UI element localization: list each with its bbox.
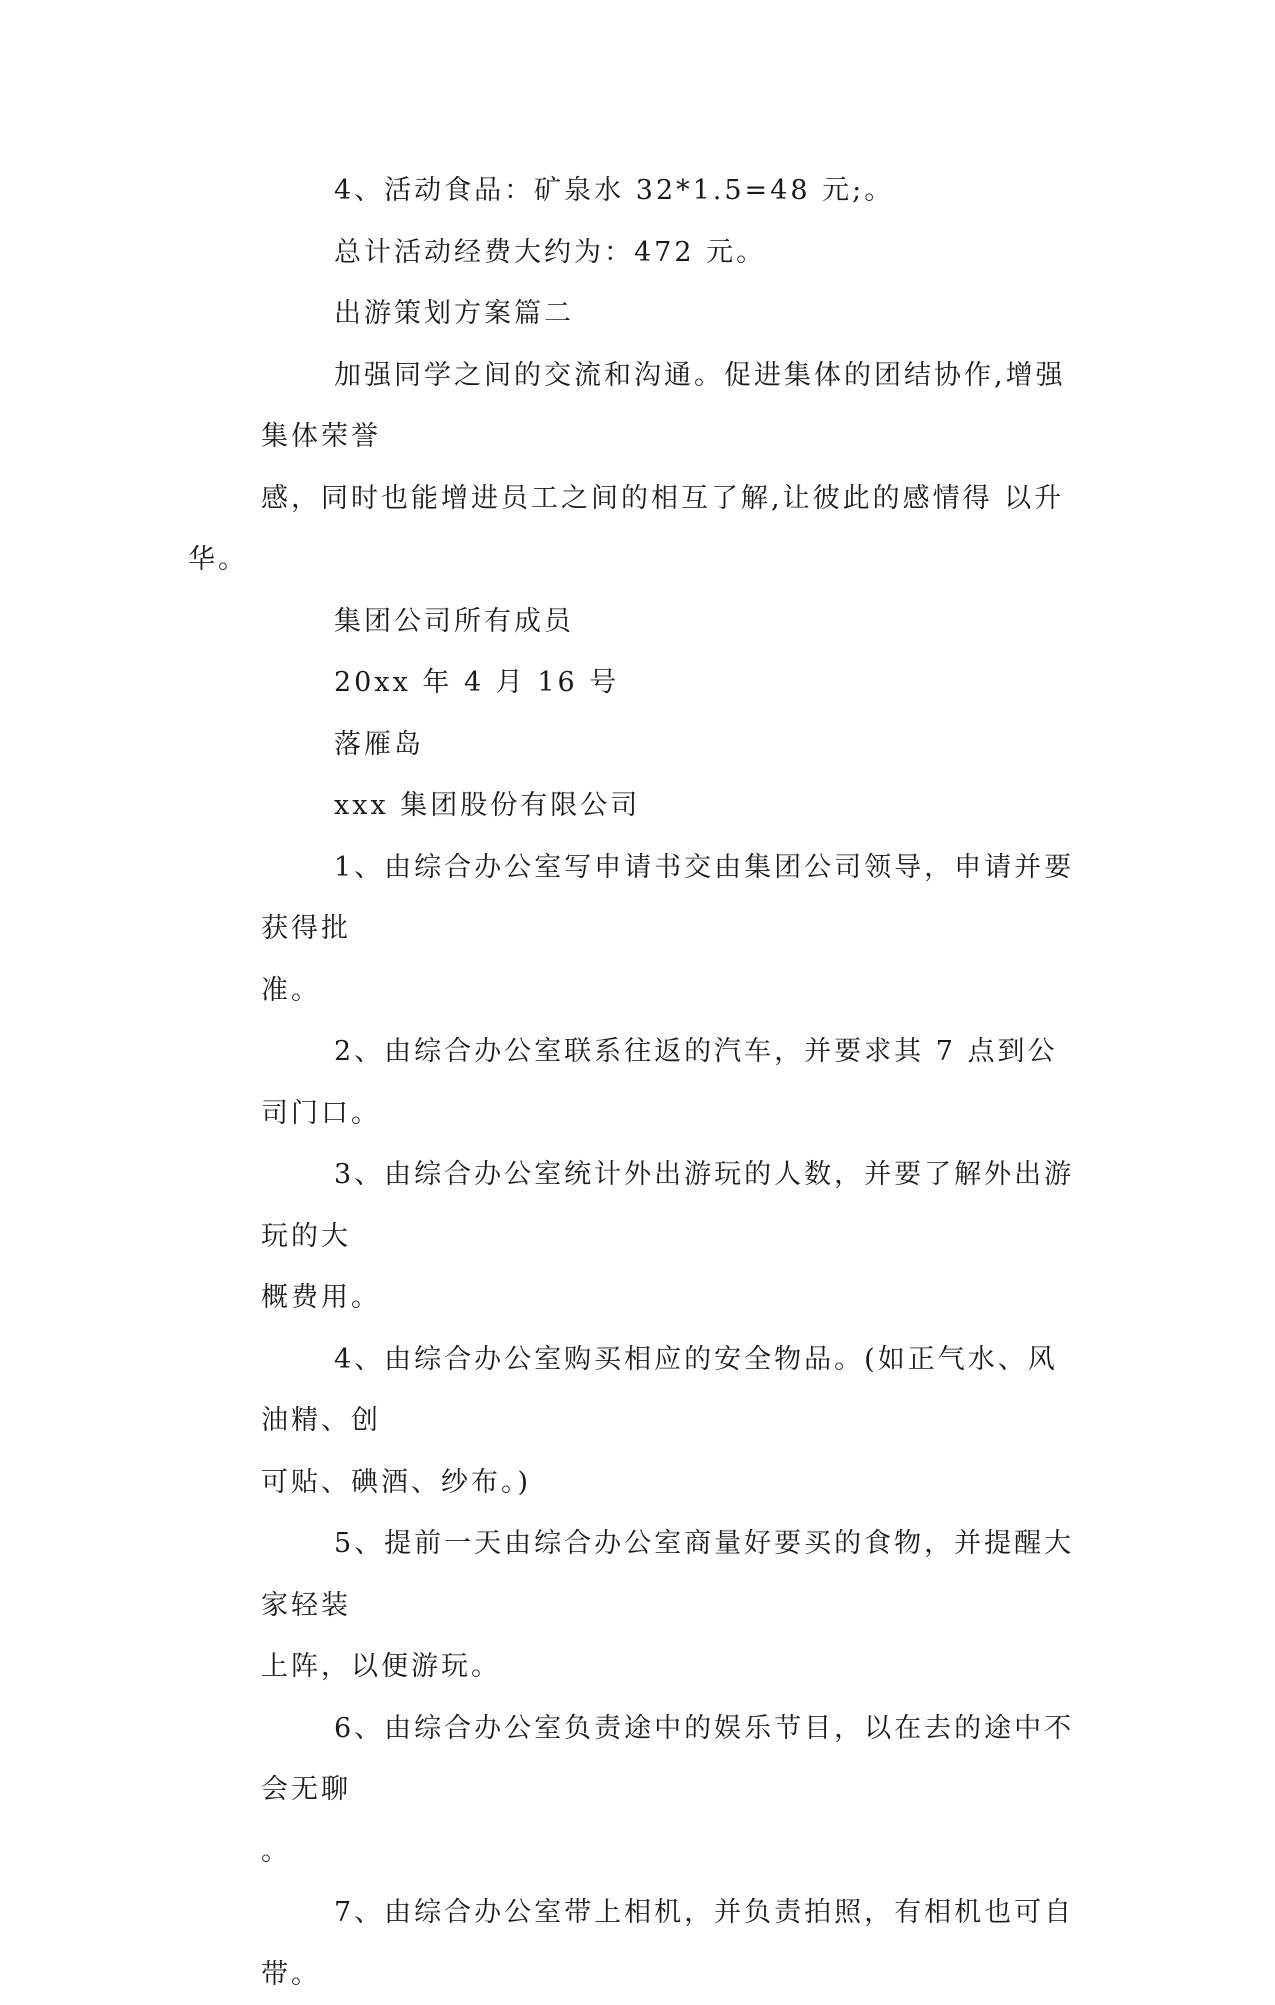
text-line: 4、由综合办公室购买相应的安全物品。(如正气水、风油精、创: [261, 1343, 1058, 1436]
text-line: 感，同时也能增进员工之间的相互了解,让彼此的感情得 以升华。: [188, 482, 1065, 575]
list-item-3: [188, 1144, 1078, 1329]
text-line: 7、由综合办公室带上相机，并负责拍照，有相机也可自带。: [261, 1897, 1075, 1990]
text-line: 。: [261, 1835, 291, 1867]
list-item-7: [188, 1882, 1078, 2005]
document-body: [188, 160, 1078, 2005]
paragraph-participants: [188, 591, 1078, 653]
list-item-4: [188, 1329, 1078, 1514]
text-line: 6、由综合办公室负责途中的娱乐节目，以在去的途中不会无聊: [261, 1712, 1075, 1805]
text-line: 1、由综合办公室写申请书交由集团公司领导，申请并要获得批: [261, 851, 1075, 944]
paragraph-location: [188, 714, 1078, 776]
text-line: 5、提前一天由综合办公室商量好要买的食物，并提醒大家轻装: [261, 1528, 1075, 1621]
paragraph-purpose: [188, 345, 1078, 591]
paragraph-organizer: [188, 775, 1078, 837]
paragraph-food-cost: [188, 160, 1078, 222]
list-item-5: [188, 1513, 1078, 1698]
text-line: 集团公司所有成员: [334, 605, 574, 637]
text-line: 总计活动经费大约为：472 元。: [334, 236, 767, 268]
list-item-1: [188, 837, 1078, 1022]
text-line: 4、活动食品：矿泉水 32*1.5=48 元;。: [334, 175, 895, 206]
paragraph-total-cost: [188, 222, 1078, 284]
text-line: 概费用。: [261, 1282, 381, 1313]
text-line: 出游策划方案篇二: [334, 298, 574, 329]
list-item-2: [188, 1021, 1078, 1144]
section-heading: [188, 283, 1078, 345]
paragraph-date: [188, 652, 1078, 714]
text-line: 准。: [261, 974, 321, 1006]
text-line: xxx 集团股份有限公司: [334, 790, 641, 821]
text-line: 上阵，以便游玩。: [261, 1651, 501, 1682]
text-line: 2、由综合办公室联系往返的汽车，并要求其 7 点到公司门口。: [261, 1036, 1058, 1129]
list-item-6: [188, 1698, 1078, 1883]
text-line: 落雁岛: [334, 728, 424, 760]
text-line: 20xx 年 4 月 16 号: [334, 667, 620, 698]
text-line: 3、由综合办公室统计外出游玩的人数，并要了解外出游玩的大: [261, 1159, 1075, 1252]
text-line: 加强同学之间的交流和沟通。促进集体的团结协作,增强集体荣誉: [261, 359, 1066, 452]
text-line: 可贴、碘酒、纱布。): [261, 1466, 532, 1498]
